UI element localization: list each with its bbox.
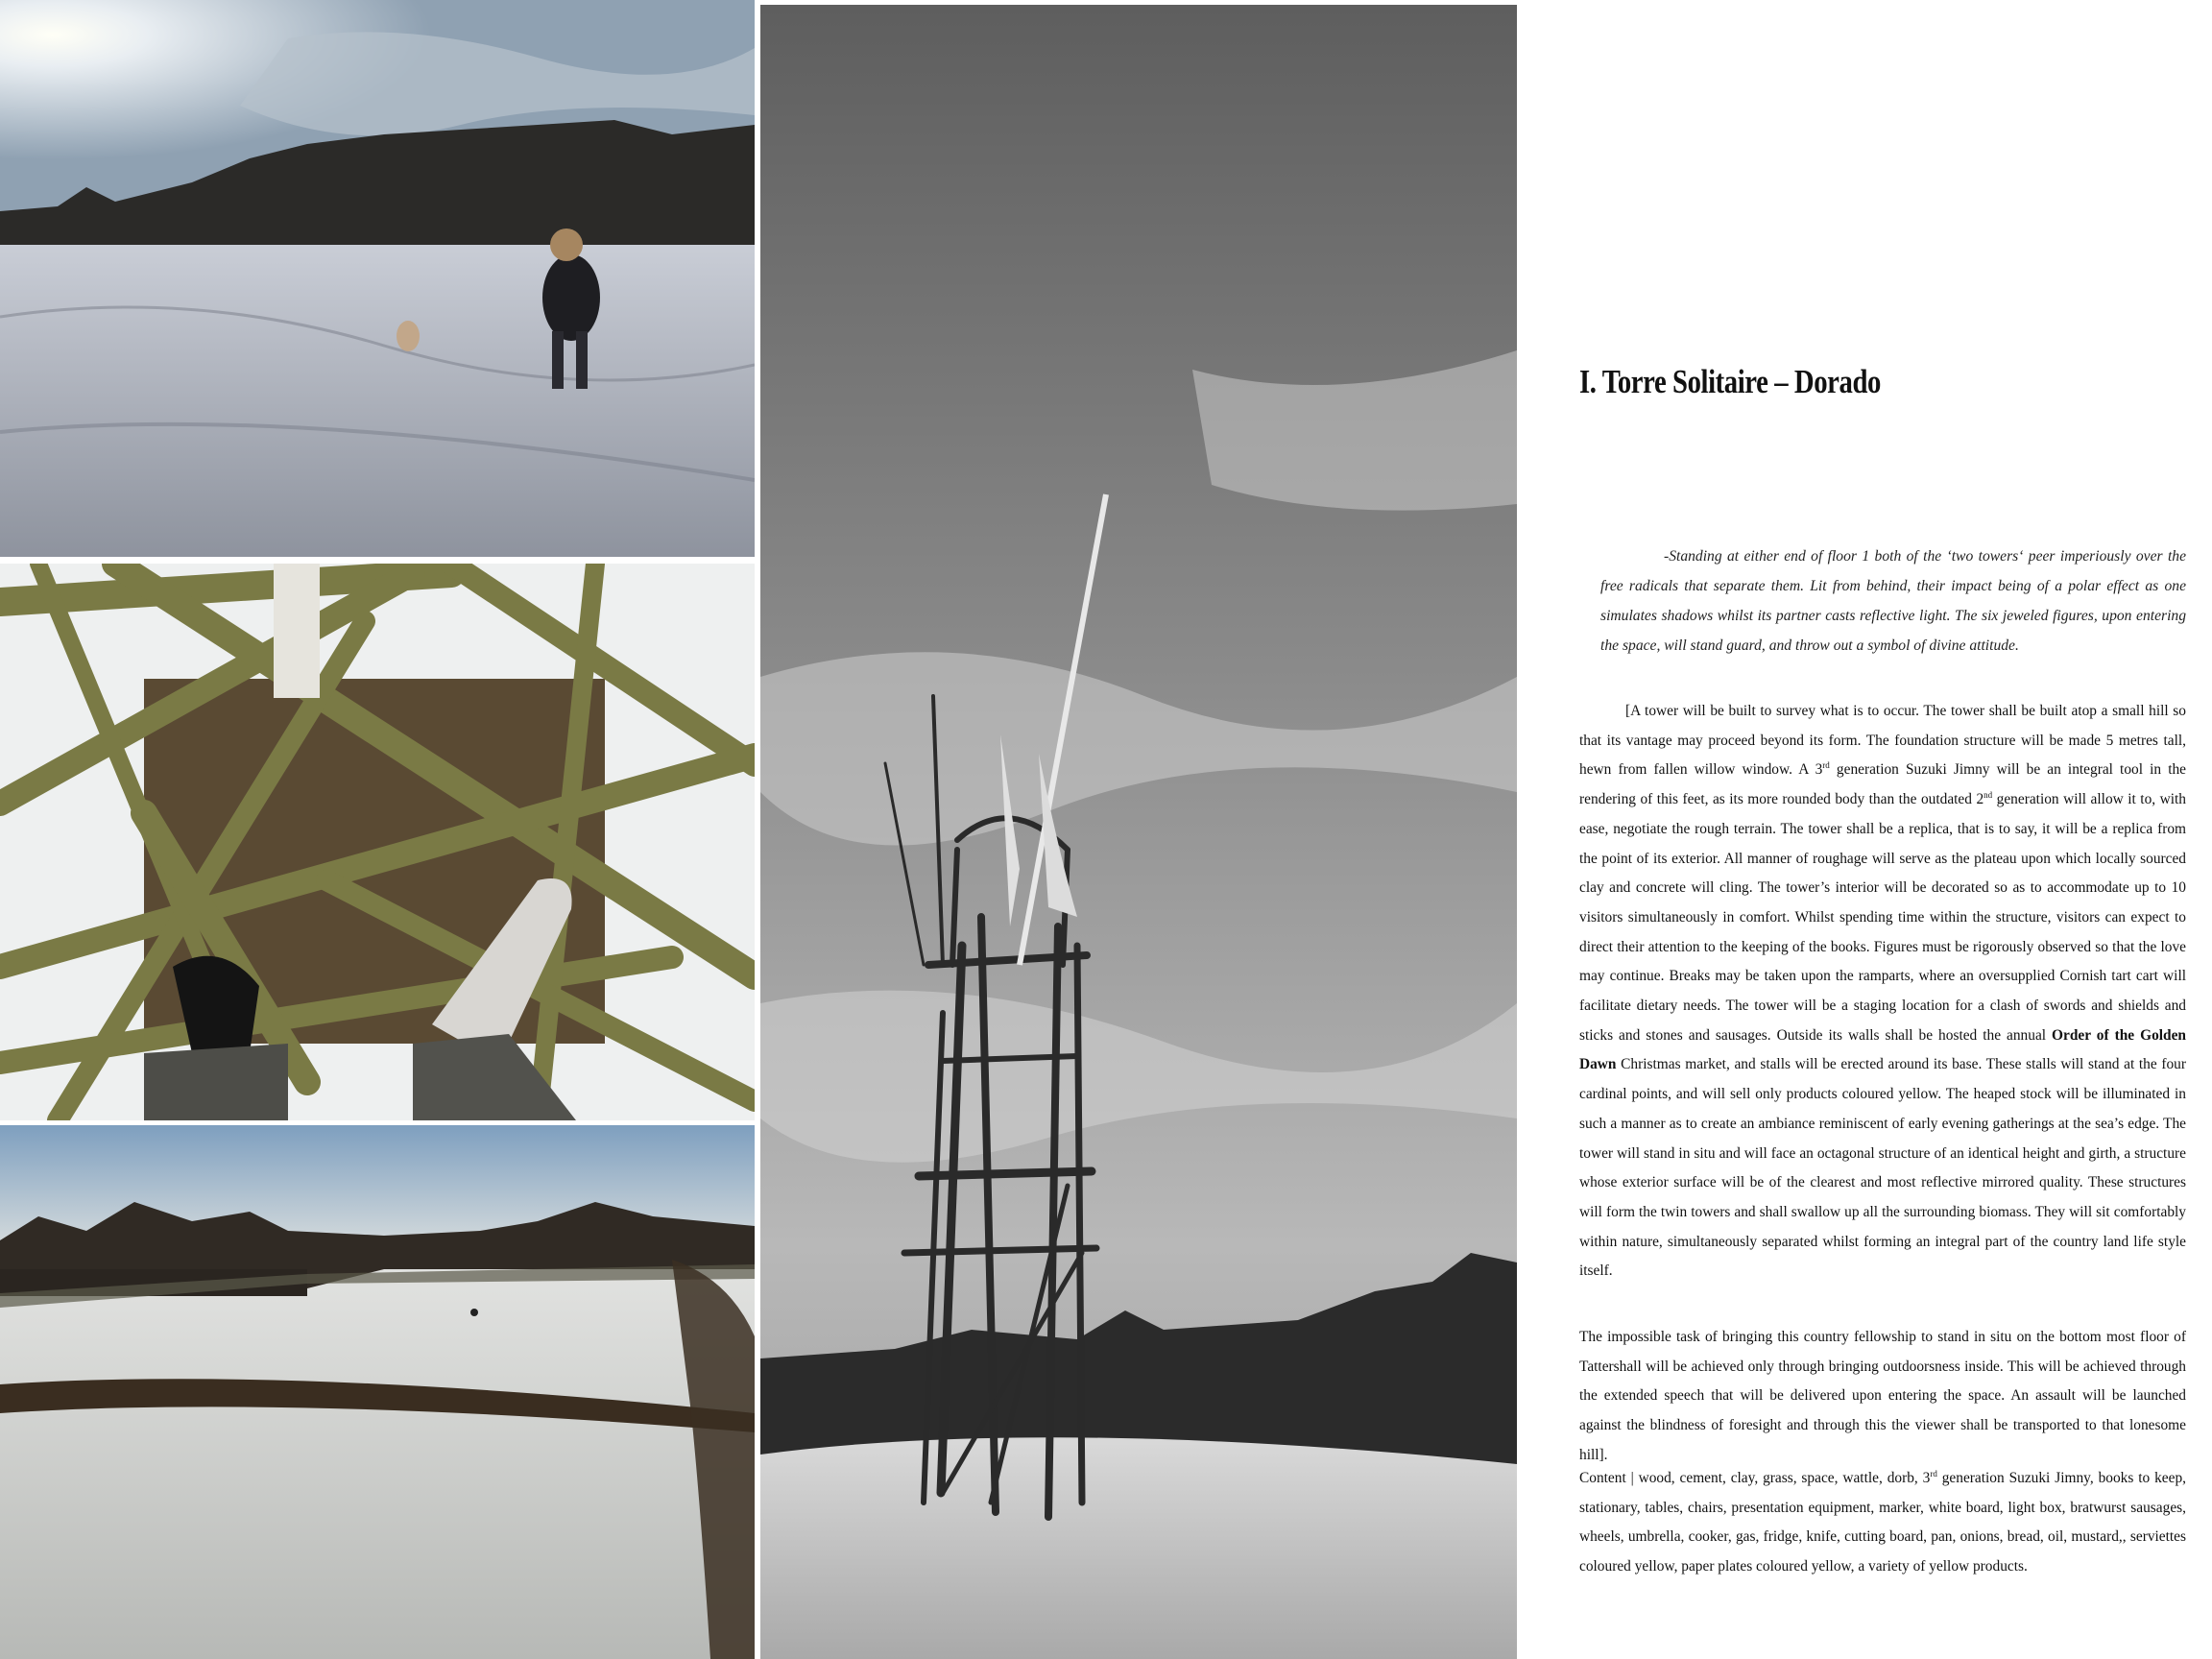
para1-text-c: generation will allow it to, with ease, negotiate the rough terrain. The tower shall be a replica, that is to say, it will be a replica from the point of its exterior. All manner of roughage will serve as the plateau upon which locally sourced clay and concrete will cling. The tower’s interior will be decorated so as to accommodate up to 10 visitors simultaneously in comfort. Whilst spending time within the structure, visitors can expect to direct their attention to the keeping of the books. Figures must be rigorously observed so that the love may continue. Breaks may be taken upon the ramparts, where an oversupplied Cornish tart cart will facilitate dietary needs. The tower will be a staging location for a clash of swords and shields and sticks and stones and sausages. Outside its walls shall be hosted the annual [1579,791,2186,1044]
para1-sup-b: nd [1984,789,1993,800]
body-paragraph-1 [1579,697,2186,1286]
photo-snowy-valley-fence [0,1125,755,1659]
para3-sup: rd [1930,1468,1937,1479]
content-list-paragraph [1579,1464,2186,1582]
para1-bold-phrase: Order of the Golden Dawn [1579,1026,2186,1073]
para1-text-d: Christmas market, and stalls will be erected around its base. These stalls will stand at the four cardinal points, and will sell only products coloured yellow. The heaped stock will be illuminated in such a manner as to create an ambiance reminiscent of early evening gatherings at the sea’s edge. The tower will stand in situ and will face an octagonal structure of an identical height and girth, a structure whose exterior surface will be of the clearest and most reflective mirrored quality. These structures will form the twin towers and shall swallow up all the surrounding biomass. They will sit comfortably within nature, simultaneously separated whilst forming an integral part of the country land life style itself. [1579,1056,2186,1280]
photo-snowy-field-woman-dog [0,0,755,557]
intro-paragraph: -Standing at either end of floor 1 both of the ‘two towers‘ peer imperiously over the free radicals that separate them. Lit from behind, their impact being of a polar effect as one simulates shadows whilst its partner casts reflective light. The six jeweled figures, upon entering the space, will stand guard, and throw out a symbol of divine attitude. [1600,548,2186,654]
text-column [1579,0,2186,1659]
para3-text-a: Content | wood, cement, clay, grass, space, wattle, dorb, 3 [1579,1470,1931,1486]
para3-text-b: generation Suzuki Jimny, books to keep, stationary, tables, chairs, presentation equipment, marker, white board, light box, bratwurst sausages, wheels, umbrella, cooker, gas, fridge, knife, cutting board, pan, onions, bread, oil, mustard,, serviettes coloured yellow, paper plates coloured yellow, a variety of yellow products. [1579,1470,2186,1575]
para1-text-a: [A tower will be built to survey what is to occur. The tower shall be built atop a small hill so that its vantage may proceed beyond its form. The foundation structure will be made 5 metres tall, hewn from fallen willow window. A 3 [1579,703,2186,779]
para1-sup-a: rd [1822,760,1830,771]
photo-willow-branches-feet [0,564,755,1120]
body-paragraph-2: The impossible task of bringing this country fellowship to stand in situ on the bottom most floor of Tattershall will be achieved only through bringing outdoorsness inside. This will be achieved through the extended speech that will be delivered upon entering the space. An assault will be launched against the blindness of foresight and through this the viewer shall be transported to that lonesome hill]. [1579,1329,2186,1463]
para1-text-b: generation Suzuki Jimny will be an integral tool in the rendering of this feet, as its more rounded body than the outdated 2 [1579,761,2186,808]
photo-willow-tower-bw [760,5,1517,1659]
page-title: I. Torre Solitaire – Dorado [1579,363,1881,400]
